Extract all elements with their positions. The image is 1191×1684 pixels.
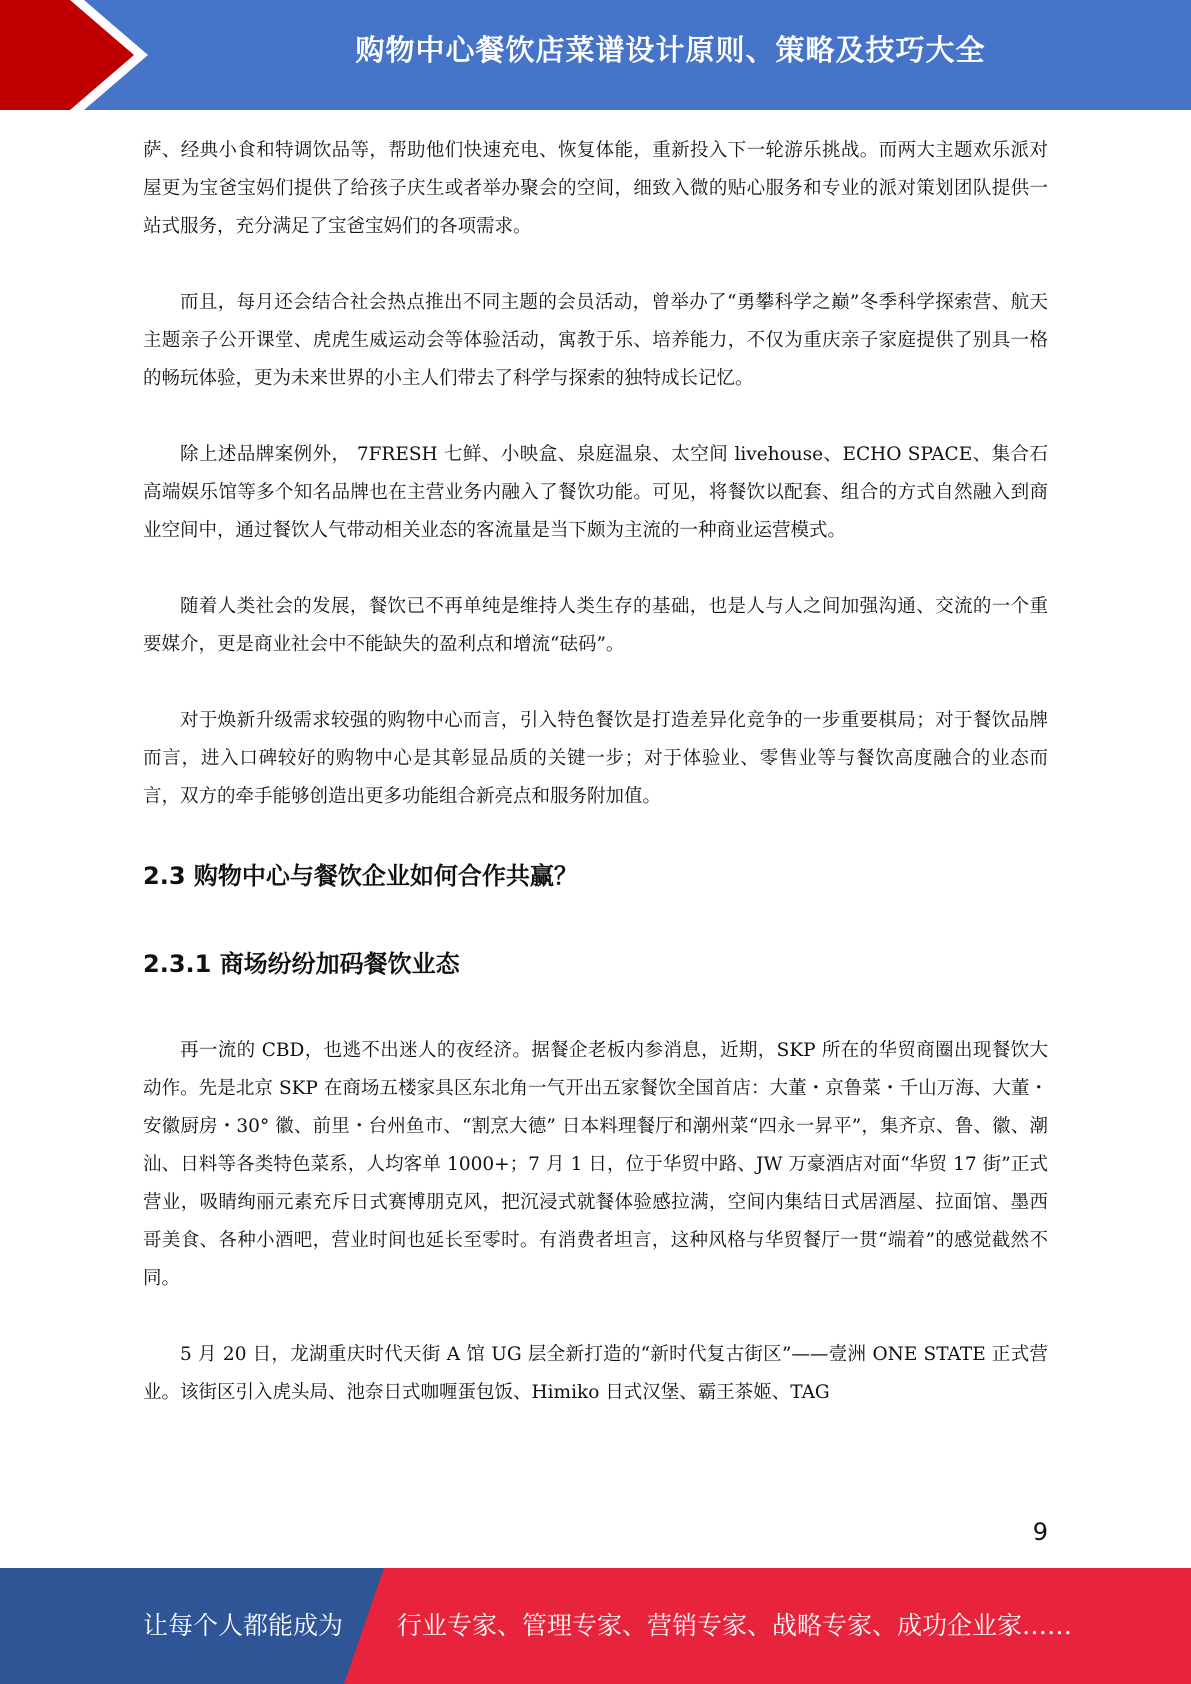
document-title: 购物中心餐饮店菜谱设计原则、策略及技巧大全 [355, 33, 986, 67]
page-footer [0, 1568, 1191, 1684]
paragraph: 5 月 20 日，龙湖重庆时代天街 A 馆 UG 层全新打造的“新时代复古街区”——壹洲 ONE STATE 正式营业。该街区引入虎头局、池奈日式咖喱蛋包饭、Himiko 日式汉堡、霸王茶姬、TAG [143, 1344, 1048, 1403]
footer-slogan-right: 行业专家、管理专家、营销专家、战略专家、成功企业家…… [397, 1611, 1073, 1640]
footer-slogan-left: 让每个人都能成为 [143, 1611, 344, 1640]
paragraph: 而且，每月还会结合社会热点推出不同主题的会员活动，曾举办了“勇攀科学之巅”冬季科学探索营、航天主题亲子公开课堂、虎虎生威运动会等体验活动，寓教于乐、培养能力，不仅为重庆亲子家庭提供了别具一格的畅玩体验，更为未来世界的小主人们带去了科学与探索的独特成长记忆。 [143, 292, 1048, 389]
paragraph: 再一流的 CBD，也逃不出迷人的夜经济。据餐企老板内参消息，近期，SKP 所在的华贸商圈出现餐饮大动作。先是北京 SKP 在商场五楼家具区东北角一气开出五家餐饮全国首店：大董・京鲁菜・千山万海、大董・安徽厨房・30° 徽、前里・台州鱼市、“割烹大德” 日本料理餐厅和潮州菜“四永一昇平”，集齐京、鲁、徽、潮汕、日料等各类特色菜系，人均客单 1000+；7 月 1 日，位于华贸中路、JW 万豪酒店对面“华贸 17 街”正式营业，吸睛绚丽元素充斥日式赛博朋克风，把沉浸式就餐体验感拉满，空间内集结日式居酒屋、拉面馆、墨西哥美食、各种小酒吧，营业时间也延长至零时。有消费者坦言，这种风格与华贸餐厅一贯“端着”的感觉截然不同。 [143, 1040, 1048, 1289]
main-content [143, 132, 1048, 1450]
page-number: 9 [1032, 1518, 1048, 1546]
paragraph: 对于焕新升级需求较强的购物中心而言，引入特色餐饮是打造差异化竞争的一步重要棋局；对于餐饮品牌而言，进入口碑较好的购物中心是其彰显品质的关键一步；对于体验业、零售业等与餐饮高度融合的业态而言，双方的牵手能够创造出更多功能组合新亮点和服务附加值。 [143, 710, 1048, 807]
header-arrow-decoration [0, 0, 160, 110]
paragraph: 萨、经典小食和特调饮品等，帮助他们快速充电、恢复体能，重新投入下一轮游乐挑战。而两大主题欢乐派对屋更为宝爸宝妈们提供了给孩子庆生或者举办聚会的空间，细致入微的贴心服务和专业的派对策划团队提供一站式服务，充分满足了宝爸宝妈们的各项需求。 [143, 140, 1048, 237]
page-header [0, 0, 1191, 110]
section-heading: 2.3 购物中心与餐饮企业如何合作共赢？ [143, 862, 578, 890]
subsection-heading: 2.3.1 商场纷纷加码餐饮业态 [143, 950, 460, 978]
paragraph: 随着人类社会的发展，餐饮已不再单纯是维持人类生存的基础，也是人与人之间加强沟通、交流的一个重要媒介，更是商业社会中不能缺失的盈利点和增流“砝码”。 [143, 596, 1048, 655]
paragraph: 除上述品牌案例外， 7FRESH 七鲜、小映盒、泉庭温泉、太空间 livehouse、ECHO SPACE、集合石高端娱乐馆等多个知名品牌也在主营业务内融入了餐饮功能。可见，将餐饮以配套、组合的方式自然融入到商业空间中，通过餐饮人气带动相关业态的客流量是当下颇为主流的一种商业运营模式。 [143, 444, 1048, 541]
